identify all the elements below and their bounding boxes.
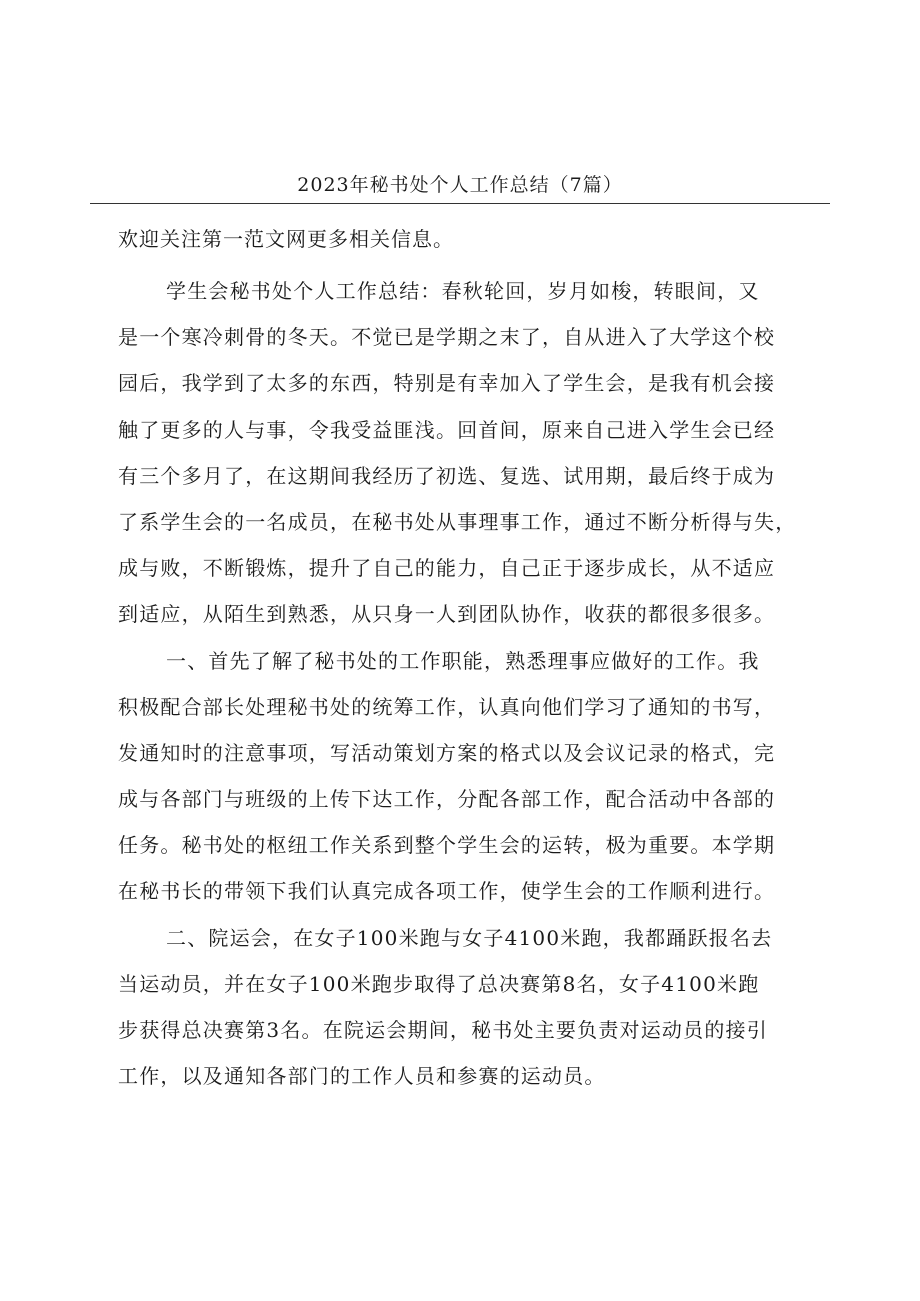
text-line: 二、院运会，在女子100米跑与女子4100米跑，我都踊跃报名去 bbox=[166, 925, 773, 950]
text-line: 发通知时的注意事项，写活动策划方案的格式以及会议记录的格式，完 bbox=[118, 740, 776, 765]
document-body bbox=[118, 276, 830, 1107]
text-line: 工作，以及通知各部门的工作人员和参赛的运动员。 bbox=[118, 1064, 606, 1089]
text-line: 成与各部门与班级的上传下达工作，分配各部工作，配合活动中各部的 bbox=[118, 787, 776, 812]
text-line: 有三个多月了，在这期间我经历了初选、复选、试用期，最后终于成为 bbox=[118, 463, 776, 488]
text-line: 是一个寒冷刺骨的冬天。不觉已是学期之末了，自从进入了大学这个校 bbox=[118, 325, 776, 350]
text-line: 学生会秘书处个人工作总结：春秋轮回，岁月如梭，转眼间，又 bbox=[166, 279, 760, 303]
text-line: 成与败，不断锻炼，提升了自己的能力，自己正于逐步成长，从不适应 bbox=[118, 556, 776, 581]
text-line: 在秘书长的带领下我们认真完成各项工作，使学生会的工作顺利进行。 bbox=[118, 879, 776, 904]
title-underline bbox=[90, 203, 830, 204]
paragraph-1 bbox=[118, 276, 830, 646]
notice-line: 欢迎关注第一范文网更多相关信息。 bbox=[118, 227, 454, 251]
text-line: 了系学生会的一名成员，在秘书处从事理事工作，通过不断分析得与失， bbox=[118, 509, 797, 534]
text-line: 一、首先了解了秘书处的工作职能，熟悉理事应做好的工作。我 bbox=[166, 648, 760, 673]
text-line: 园后，我学到了太多的东西，特别是有幸加入了学生会，是我有机会接 bbox=[118, 371, 776, 396]
text-line: 积极配合部长处理秘书处的统筹工作，认真向他们学习了通知的书写， bbox=[118, 694, 776, 719]
paragraph-3 bbox=[118, 923, 830, 1108]
text-line: 触了更多的人与事，令我受益匪浅。回首间，原来自己进入学生会已经 bbox=[118, 417, 776, 442]
text-line: 任务。秘书处的枢纽工作关系到整个学生会的运转，极为重要。本学期 bbox=[118, 833, 776, 858]
text-line: 当运动员，并在女子100米跑步取得了总决赛第8名，女子4100米跑 bbox=[118, 971, 760, 996]
paragraph-2 bbox=[118, 646, 830, 923]
text-line: 到适应，从陌生到熟悉，从只身一人到团队协作，收获的都很多很多。 bbox=[118, 602, 776, 627]
document-title: 2023年秘书处个人工作总结（7篇） bbox=[297, 174, 623, 196]
text-line: 步获得总决赛第3名。在院运会期间，秘书处主要负责对运动员的接引 bbox=[118, 1018, 768, 1042]
